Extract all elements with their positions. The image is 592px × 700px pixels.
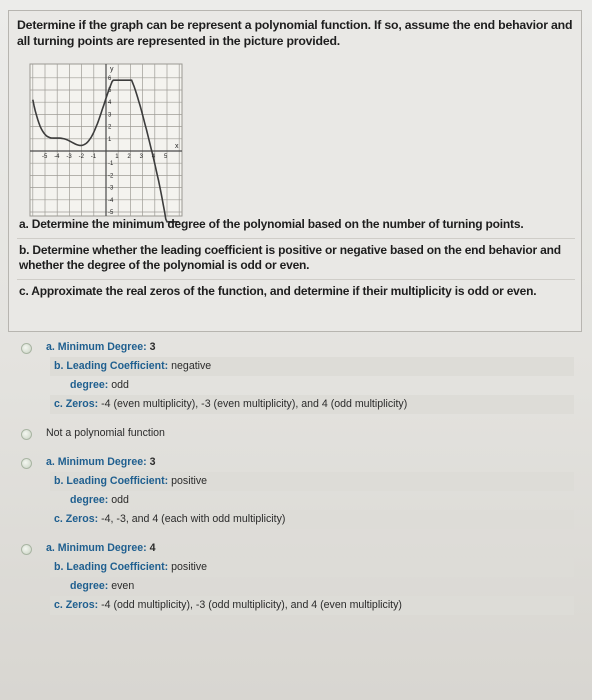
x-tick-label: -4 [54,154,60,160]
y-axis-label: y [110,66,114,73]
question-panel [8,10,582,332]
x-tick-label: -3 [66,154,72,160]
x-axis-label: x [175,143,179,150]
x-tick-label: 5 [164,154,168,160]
question-parts [17,213,575,305]
x-tick-label: -1 [90,154,97,160]
answer-option-1[interactable]: a. Minimum Degree: 3 b. Leading Coefficient: negative degree: odd c. Zeros: -4 (even multiplicity), -3 (even multiplicity), and 4 (odd multiplicity) [14,338,574,414]
x-tick-label: 1 [115,154,119,160]
x-tick-label: 3 [139,154,143,160]
part-b: b. Determine whether the leading coefficient is positive or negative based on the end behavior and whether the degree of the polynomial is odd or even. [17,239,575,280]
y-tick-label: -3 [108,185,114,192]
radio-button[interactable] [21,544,32,555]
answer-options [14,338,574,625]
y-tick-label: 3 [108,112,112,119]
y-tick-label: 6 [108,75,112,82]
question-text: Determine if the graph can be represent a polynomial function. If so, assume the end behavior and all turning points are represented in the picture provided. [17,18,573,48]
x-tick-label: -5 [42,154,48,160]
y-tick-label: 4 [108,100,112,107]
radio-button[interactable] [21,343,32,354]
y-tick-label: 1 [108,136,112,143]
radio-button[interactable] [21,429,32,440]
radio-button[interactable] [21,458,32,469]
polynomial-graph [29,63,189,223]
y-tick-label: 5 [108,88,112,94]
not-polynomial-label: Not a polynomial function [46,427,165,439]
y-tick-label: -4 [108,197,114,204]
answer-option-3[interactable]: a. Minimum Degree: 3 b. Leading Coefficient: positive degree: odd c. Zeros: -4, -3, and 4 (each with odd multiplicity) [14,453,574,529]
x-tick-label: 4 [151,154,156,160]
answer-option-2[interactable] [14,424,574,443]
answer-option-4[interactable]: a. Minimum Degree: 4 b. Leading Coefficient: positive degree: even c. Zeros: -4 (odd multiplicity), -3 (odd multiplicity), and 4 (even multiplicity) [14,539,574,615]
part-a: a. Determine the minimum degree of the polynomial based on the number of turning points. [17,213,575,239]
y-tick-label: -1 [108,161,114,168]
part-c: c. Approximate the real zeros of the function, and determine if their multiplicity is odd or even. [19,284,537,298]
y-tick-label: 2 [108,124,112,131]
x-tick-label: 2 [127,154,131,160]
y-tick-label: -2 [108,173,114,180]
y-tick-label: -5 [108,210,114,216]
x-tick-label: -2 [78,154,84,160]
